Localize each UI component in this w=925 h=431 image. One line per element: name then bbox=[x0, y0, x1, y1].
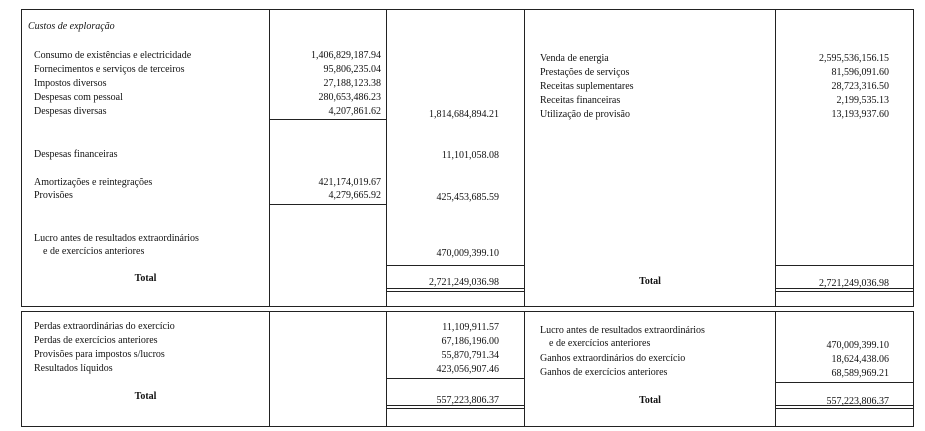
cost-value-1: 1,406,829,187.94 bbox=[311, 50, 381, 61]
amort-subtotal: 425,453,685.59 bbox=[436, 192, 499, 203]
cost-value-5: 4,207,861.62 bbox=[328, 106, 381, 117]
lucro-value: 470,009,399.10 bbox=[436, 248, 499, 259]
revenue-label-5: Utilização de provisão bbox=[540, 109, 630, 120]
lower-right-total-label: Total bbox=[639, 395, 661, 406]
lower-right-value-2: 68,589,969.21 bbox=[831, 368, 889, 379]
revenue-value-1: 2,595,536,156.15 bbox=[819, 53, 889, 64]
revenue-value-4: 2,199,535.13 bbox=[836, 95, 889, 106]
lower-top-border bbox=[21, 311, 914, 312]
revenue-label-1: Venda de energia bbox=[540, 53, 609, 64]
lower-right-border bbox=[913, 311, 914, 427]
revenue-value-2: 81,596,091.60 bbox=[831, 67, 889, 78]
upper-left-border bbox=[21, 9, 22, 307]
revenue-value-5: 13,193,937.60 bbox=[831, 109, 889, 120]
lower-right-lucro-line2: e de exercícios anteriores bbox=[549, 338, 651, 349]
cost-value-2: 95,806,235.04 bbox=[323, 64, 381, 75]
lower-left-value-3: 55,870,791.34 bbox=[441, 350, 499, 361]
col-sep-3-lower bbox=[524, 311, 525, 427]
lower-left-label-3: Provisões para impostos s/lucros bbox=[34, 349, 165, 360]
lower-bottom-border bbox=[21, 426, 914, 427]
subtotal-rule-1 bbox=[269, 119, 386, 120]
lower-left-total-label: Total bbox=[134, 391, 157, 402]
col-sep-1-lower bbox=[269, 311, 270, 427]
cost-label-4: Despesas com pessoal bbox=[34, 92, 123, 103]
lower-right-label-1: Ganhos extraordinários do exercício bbox=[540, 353, 686, 364]
total-rule-upper-left-a bbox=[386, 265, 524, 266]
lower-left-total-value: 557,223,806.37 bbox=[436, 395, 499, 406]
lower-left-label-1: Perdas extraordinárias do exercício bbox=[34, 321, 175, 332]
amort-label-2: Provisões bbox=[34, 190, 73, 201]
upper-bottom-border bbox=[21, 306, 914, 307]
section-title: Custos de exploração bbox=[28, 21, 115, 32]
lower-left-label-4: Resultados líquidos bbox=[34, 363, 113, 374]
cost-value-4: 280,653,486.23 bbox=[318, 92, 381, 103]
lower-right-label-2: Ganhos de exercícios anteriores bbox=[540, 367, 668, 378]
lower-left-value-2: 67,186,196.00 bbox=[441, 336, 499, 347]
upper-left-total-value: 2,721,249,036.98 bbox=[429, 277, 499, 288]
upper-right-total-label: Total bbox=[639, 276, 661, 287]
revenue-label-2: Prestações de serviços bbox=[540, 67, 630, 78]
cost-value-3: 27,188,123.38 bbox=[323, 78, 381, 89]
revenue-value-3: 28,723,316.50 bbox=[831, 81, 889, 92]
lower-left-value-4: 423,056,907.46 bbox=[436, 364, 499, 375]
amort-label-1: Amortizações e reintegrações bbox=[34, 177, 153, 188]
amort-value-1: 421,174,019.67 bbox=[318, 177, 381, 188]
lower-right-lucro-line1: Lucro antes de resultados extraordinários bbox=[540, 325, 705, 336]
total-rule-lower-right-a bbox=[775, 382, 914, 383]
total-rule-lower-left-c bbox=[386, 408, 524, 409]
despesas-financeiras-value: 11,101,058.08 bbox=[441, 150, 499, 161]
col-sep-3 bbox=[524, 9, 525, 307]
revenue-label-4: Receitas financeiras bbox=[540, 95, 621, 106]
lower-left-label-2: Perdas de exercícios anteriores bbox=[34, 335, 158, 346]
despesas-financeiras-label: Despesas financeiras bbox=[34, 149, 118, 160]
total-rule-lower-left-a bbox=[386, 378, 524, 379]
total-rule-upper-left-c bbox=[386, 291, 524, 292]
total-rule-upper-right-c bbox=[775, 291, 914, 292]
subtotal-rule-2 bbox=[269, 204, 386, 205]
lucro-label-line2: e de exercícios anteriores bbox=[43, 246, 145, 257]
lower-right-lucro-value: 470,009,399.10 bbox=[826, 340, 889, 351]
lower-right-total-value: 557,223,806.37 bbox=[826, 396, 889, 407]
cost-label-1: Consumo de existências e electricidade bbox=[34, 50, 192, 61]
upper-right-border bbox=[913, 9, 914, 307]
revenue-label-3: Receitas suplementares bbox=[540, 81, 634, 92]
amort-value-2: 4,279,665.92 bbox=[328, 190, 381, 201]
upper-right-total-value: 2,721,249,036.98 bbox=[819, 278, 889, 289]
lower-left-border bbox=[21, 311, 22, 427]
total-rule-upper-right-a bbox=[775, 265, 914, 266]
cost-label-3: Impostos diversos bbox=[34, 78, 107, 89]
upper-left-total-label: Total bbox=[134, 273, 157, 284]
total-rule-lower-right-c bbox=[775, 408, 914, 409]
lower-right-value-1: 18,624,438.06 bbox=[831, 354, 889, 365]
lucro-label-line1: Lucro antes de resultados extraordinários bbox=[34, 233, 199, 244]
costs-subtotal: 1,814,684,894.21 bbox=[429, 109, 499, 120]
cost-label-2: Fornecimentos e serviços de terceiros bbox=[34, 64, 185, 75]
lower-left-value-1: 11,109,911.57 bbox=[442, 322, 499, 333]
cost-label-5: Despesas diversas bbox=[34, 106, 107, 117]
upper-top-border bbox=[21, 9, 914, 10]
